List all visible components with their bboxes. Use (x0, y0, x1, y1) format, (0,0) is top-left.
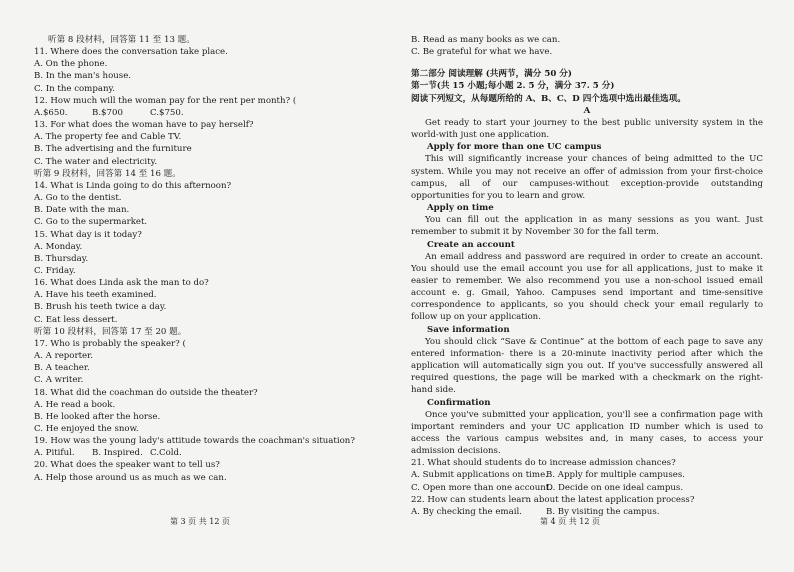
text-line: C. Friday. (34, 265, 76, 276)
answer-option: C. Open more than one account. (411, 482, 552, 493)
passage-paragraph: Once you've submitted your application, you'll see a confirmation page with important reminders and your UC application ID number which is used to access the various campus websites and, in many cases, to access your admission decisions. (411, 409, 763, 457)
passage-subheading: Save information (427, 324, 510, 335)
text-line: 听第 8 段材料，回答第 11 至 13 题。 (48, 35, 195, 45)
text-line: C. He enjoyed the snow. (34, 424, 139, 434)
text-line: B. Date with the man. (34, 205, 130, 216)
text-line: C. Be grateful for what we have. (411, 47, 553, 58)
text-line: 11. Where does the conversation take place. (34, 47, 228, 58)
answer-options (411, 482, 763, 494)
right-page-column (411, 34, 763, 518)
passage-paragraph: You can fill out the application in as many sessions as you want. Just remember to submit it by November 30 for the fall term. (411, 215, 763, 238)
text-line: C. Go to the supermarket. (34, 217, 148, 228)
text-line: 14. What is Linda going to do this afternoon? (34, 180, 232, 191)
answer-option: B. Apply for multiple campuses. (546, 470, 685, 481)
answer-option: D. Decide on one ideal campus. (546, 482, 684, 493)
answer-option: B. Inspired. (92, 448, 143, 459)
text-line: B. He looked after the horse. (34, 411, 161, 422)
passage-label: A (583, 105, 591, 116)
text-line: C. The water and electricity. (34, 156, 158, 167)
text-line: 12. How much will the woman pay for the rent per month? ( (34, 95, 297, 106)
text-line: 16. What does Linda ask the man to do? (34, 278, 209, 289)
text-line: B. Thursday. (34, 253, 89, 264)
text-line: 15. What day is it today? (34, 229, 142, 240)
text-line: A. Have his teeth examined. (34, 290, 157, 301)
answer-option: C.Cold. (150, 448, 182, 459)
passage-paragraph: You should click “Save & Continue” at the bottom of each page to save any entered information- there is a 20-minute inactivity period after which the application will automatically sign you out. If you've successfully answered all required questions, the page will be marked with a checkmark on the right-hand side. (411, 336, 763, 396)
text-line: C. In the company. (34, 83, 115, 94)
text-line: 22. How can students learn about the latest application process? (411, 494, 695, 505)
text-line: 听第 9 段材料，回答第 14 至 16 题。 (34, 168, 181, 179)
answer-options (34, 447, 389, 459)
page-number-left: 第 3 页 共 12 页 (170, 517, 230, 526)
text-line: B. Brush his teeth twice a day. (34, 302, 167, 313)
text-line: B. Read as many books as we can. (411, 35, 561, 45)
text-line: C. Eat less dessert. (34, 314, 118, 325)
text-line: 13. For what does the woman have to pay herself? (34, 120, 254, 131)
passage-subheading: Apply on time (427, 203, 494, 214)
text-line: 19. How was the young lady's attitude towards the coachman's situation? (34, 436, 355, 447)
passage-subheading: Confirmation (427, 397, 491, 408)
text-line: 17. Who is probably the speaker? ( (34, 338, 186, 349)
text-line: A. He read a book. (34, 399, 116, 410)
answer-option: B. By visiting the campus. (546, 506, 660, 517)
spacer (411, 58, 763, 68)
text-line: A. Monday. (34, 241, 83, 252)
text-line: 21. What should students do to increase admission chances? (411, 458, 676, 469)
answer-option: A. By checking the email. (411, 506, 522, 517)
text-line: A. On the phone. (34, 59, 108, 70)
passage-subheading: Apply for more than one UC campus (427, 142, 602, 153)
passage-paragraph: An email address and password are required in order to create an account. You should use the email account you use for all applications, just to make it easier to remember. We also recommend you use a non-school issued email account e. g. Gmail, Yahoo. Campuses send important and time-sensitive correspondence to applicants, so you should check your email regularly to follow up on your application. (411, 251, 763, 323)
passage-paragraph: Get ready to start your journey to the best public university system in the world-with just one application. (411, 117, 763, 141)
text-line: C. A writer. (34, 375, 84, 386)
answer-options (411, 469, 763, 481)
text-line: 听第 10 段材料，回答第 17 至 20 题。 (34, 326, 187, 337)
passage-paragraph: This will significantly increase your chances of being admitted to the UC system. While you may not receive an offer of admission from your first-choice campus, all of our campuses-without exception-provide outstanding opportunities for you to learn and grow. (411, 154, 763, 201)
text-line: A. Help those around us as much as we can. (34, 472, 227, 483)
left-page-column (34, 34, 389, 484)
text-line: A. A reporter. (34, 351, 94, 362)
passage-subheading: Create an account (427, 239, 515, 250)
section-instruction: 阅读下列短文，从每题所给的 A、B、C、D 四个选项中选出最佳选项。 (411, 93, 686, 104)
text-line: A. Go to the dentist. (34, 193, 122, 204)
answer-option: A.$650. (34, 107, 68, 118)
answer-options (34, 107, 389, 119)
answer-option: B.$700 (92, 107, 123, 118)
text-line: 20. What does the speaker want to tell us? (34, 460, 220, 471)
answer-option: C.$750. (150, 107, 184, 118)
text-line: A. The property fee and Cable TV. (34, 132, 182, 143)
text-line: 18. What did the coachman do outside the theater? (34, 387, 258, 398)
page-number-right: 第 4 页 共 12 页 (540, 517, 600, 526)
text-line: B. The advertising and the furniture (34, 144, 192, 155)
answer-option: A. Pitiful. (34, 448, 75, 459)
text-line: B. In the man's house. (34, 71, 132, 82)
text-line: B. A teacher. (34, 363, 90, 374)
section-instruction: 第一节(共 15 小题;每小题 2. 5 分，满分 37. 5 分) (411, 81, 615, 92)
answer-option: A. Submit applications on time. (411, 470, 548, 481)
section-instruction: 第二部分 阅读理解 (共两节，满分 50 分) (411, 69, 572, 80)
